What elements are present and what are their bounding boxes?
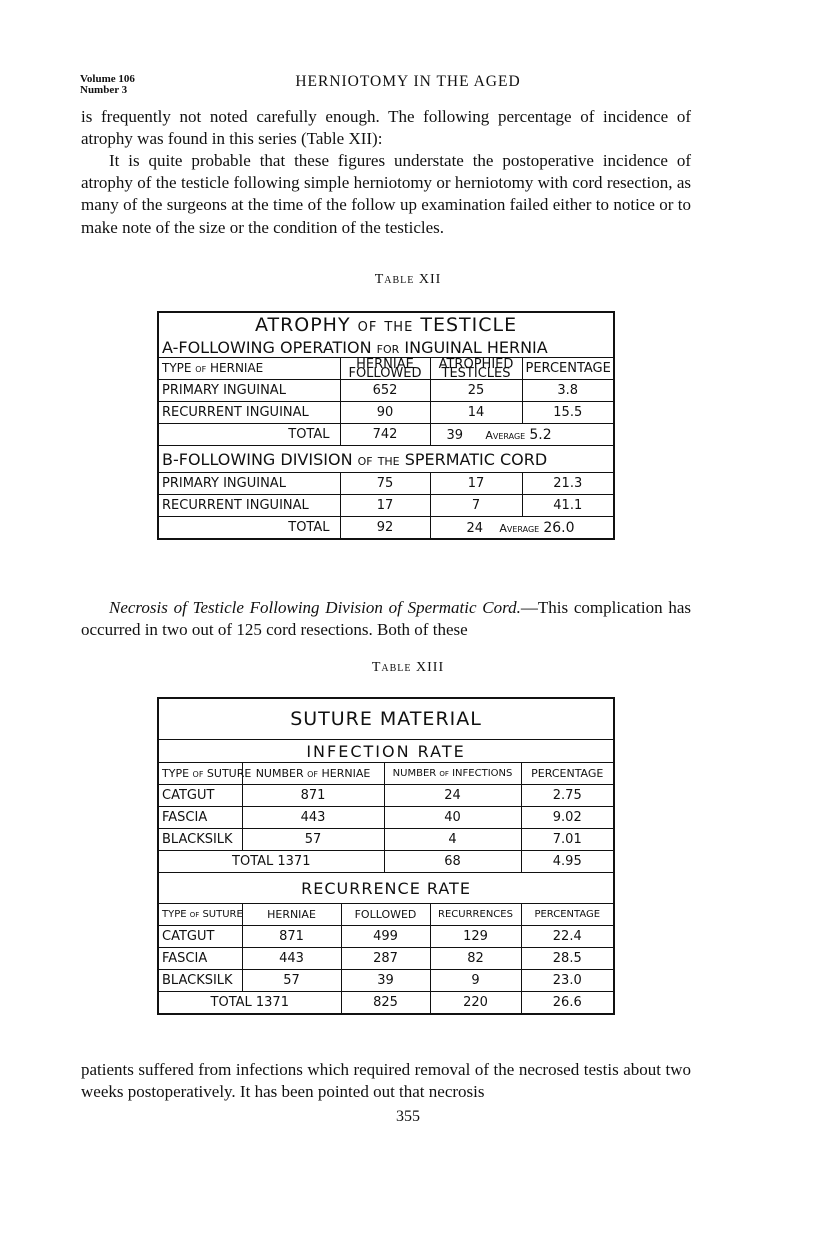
row-type: FASCIA (158, 807, 242, 829)
row-followed: 39 (341, 970, 430, 992)
paragraph-3 (81, 597, 691, 641)
row-herniae: 443 (242, 948, 341, 970)
row-herniae: 57 (242, 970, 341, 992)
total-infections: 68 (384, 851, 521, 873)
row-type: FASCIA (158, 948, 242, 970)
row-atrophied: 17 (430, 473, 522, 495)
total-atrophied-average (430, 424, 614, 446)
header-type: TYPE of SUTURE (158, 904, 242, 926)
table-total-row (158, 992, 614, 1015)
row-type: BLACKSILK (158, 829, 242, 851)
table-row (158, 970, 614, 992)
header-type: TYPE of HERNIAE (158, 358, 340, 380)
table-total-row (158, 517, 614, 540)
table-13-title: SUTURE MATERIAL (158, 698, 614, 740)
row-followed: 499 (341, 926, 430, 948)
row-followed: 17 (340, 495, 430, 517)
row-type: PRIMARY INGUINAL (158, 473, 340, 495)
table-12-section-a: A-FOLLOWING OPERATION for INGUINAL HERNIA (158, 337, 614, 358)
total-atrophied: 24 (466, 520, 484, 536)
table-row (158, 495, 614, 517)
row-type: RECURRENT INGUINAL (158, 402, 340, 424)
running-title: HERNIOTOMY IN THE AGED (295, 73, 521, 90)
row-type: RECURRENT INGUINAL (158, 495, 340, 517)
row-herniae: 57 (242, 829, 384, 851)
table-row (158, 948, 614, 970)
row-followed: 652 (340, 380, 430, 402)
total-label: TOTAL (158, 517, 340, 540)
header-percentage: PERCENTAGE (522, 358, 614, 380)
total-percentage: 4.95 (521, 851, 614, 873)
section-heading-necrosis: Necrosis of Testicle Following Division of Spermatic Cord. (109, 598, 521, 617)
table-12-section-b: B-FOLLOWING DIVISION of the SPERMATIC CORD (158, 446, 614, 473)
row-percentage: 15.5 (522, 402, 614, 424)
paragraph-4: patients suffered from infections which required removal of the necrosed testis about two weeks postoperatively. It has been pointed out that necrosis (81, 1060, 691, 1102)
row-percentage: 41.1 (522, 495, 614, 517)
row-type: PRIMARY INGUINAL (158, 380, 340, 402)
row-percentage: 21.3 (522, 473, 614, 495)
row-followed: 90 (340, 402, 430, 424)
table-13 (157, 697, 615, 1015)
table-row (158, 926, 614, 948)
total-followed: 825 (341, 992, 430, 1015)
row-recurrences: 82 (430, 948, 521, 970)
row-infections: 40 (384, 807, 521, 829)
row-percentage: 7.01 (521, 829, 614, 851)
table-12-title: ATROPHY of the TESTICLE (158, 312, 614, 337)
row-recurrences: 129 (430, 926, 521, 948)
row-percentage: 3.8 (522, 380, 614, 402)
average-value: 5.2 (529, 426, 552, 443)
row-atrophied: 14 (430, 402, 522, 424)
row-percentage: 9.02 (521, 807, 614, 829)
recurrence-rate-title: RECURRENCE RATE (158, 873, 614, 904)
header-recurrences: RECURRENCES (430, 904, 521, 926)
row-percentage: 28.5 (521, 948, 614, 970)
table-12 (157, 311, 615, 540)
average-value: 26.0 (543, 519, 575, 536)
total-label: TOTAL (158, 424, 340, 446)
paragraph-3-text: —This complication has occurred in two out of 125 cord resections. Both of these (81, 598, 692, 640)
row-atrophied: 25 (430, 380, 522, 402)
header-infections: NUMBER of INFECTIONS (384, 763, 521, 785)
row-percentage: 23.0 (521, 970, 614, 992)
header-herniae: HERNIAE (242, 904, 341, 926)
header-percentage: PERCENTAGE (521, 763, 614, 785)
header-type: TYPE of SUTURE (158, 763, 242, 785)
row-infections: 4 (384, 829, 521, 851)
row-recurrences: 9 (430, 970, 521, 992)
row-type: CATGUT (158, 926, 242, 948)
average-label: Average (485, 428, 526, 442)
table-row (158, 402, 614, 424)
row-herniae: 443 (242, 807, 384, 829)
header-followed: HERNIAE FOLLOWED (340, 358, 430, 380)
table-total-row (158, 851, 614, 873)
page-number: 355 (396, 1108, 420, 1125)
paragraph-1: is frequently not noted carefully enough. The following percentage of incidence of atrophy was found in this series (Table XII): (81, 107, 691, 149)
paragraph-2: It is quite probable that these figures understate the postoperative incidence of atrophy of the testicle following simple herniotomy or herniotomy with cord resection, as many of the surgeons at the time of the follow up examination failed either to notice or to make note of the size or the condition of the testicles. (81, 151, 691, 237)
row-followed: 287 (341, 948, 430, 970)
table-row (158, 473, 614, 495)
row-herniae: 871 (242, 785, 384, 807)
total-followed: 742 (340, 424, 430, 446)
volume-number: Volume 106 (80, 73, 135, 85)
header-percentage: PERCENTAGE (521, 904, 614, 926)
total-atrophied: 39 (446, 427, 464, 443)
header-atrophied: ATROPHIED TESTICLES (430, 358, 522, 380)
row-type: BLACKSILK (158, 970, 242, 992)
row-type: CATGUT (158, 785, 242, 807)
table-12-caption: Table XII (374, 272, 442, 287)
row-percentage: 2.75 (521, 785, 614, 807)
table-row (158, 807, 614, 829)
row-atrophied: 7 (430, 495, 522, 517)
total-label: TOTAL 1371 (158, 851, 384, 873)
infection-rate-title: INFECTION RATE (158, 740, 614, 763)
header-followed: FOLLOWED (341, 904, 430, 926)
table-row (158, 380, 614, 402)
average-label: Average (499, 521, 540, 535)
table-row (158, 785, 614, 807)
total-label: TOTAL 1371 (158, 992, 341, 1015)
row-infections: 24 (384, 785, 521, 807)
total-followed: 92 (340, 517, 430, 540)
table-total-row (158, 424, 614, 446)
row-followed: 75 (340, 473, 430, 495)
table-13-caption: Table XIII (371, 660, 445, 675)
row-percentage: 22.4 (521, 926, 614, 948)
row-herniae: 871 (242, 926, 341, 948)
total-atrophied-average (430, 517, 614, 540)
total-recurrences: 220 (430, 992, 521, 1015)
total-percentage: 26.6 (521, 992, 614, 1015)
issue-number: Number 3 (80, 84, 128, 96)
table-row (158, 829, 614, 851)
header-herniae: NUMBER of HERNIAE (242, 763, 384, 785)
